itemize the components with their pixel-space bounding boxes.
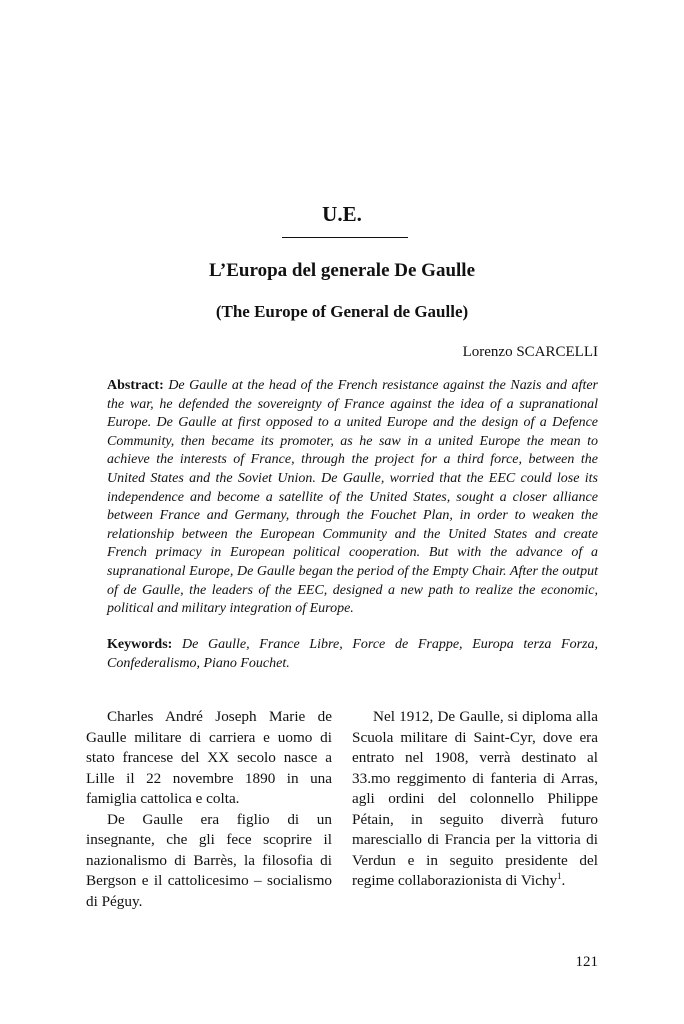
paragraph: De Gaulle era figlio di un insegnante, che gli fece scoprire il nazionalismo di Barrès, la filosofia di Bergson e il cattolicesimo – socialismo di Péguy. — [86, 810, 332, 910]
abstract-text: De Gaulle at the head of the French resistance against the Nazis and after the war, he defended the sovereignty of France against the idea of a supranational Europe. De Gaulle at first opposed to a united Europe and the design of a Defence Community, then became its promoter, as he saw in a united Europe the mean to achieve the interests of France, through the project for a third force, between the United States and the Soviet Union. De Gaulle, worried that the EEC could lose its independence and become a satellite of the United States, sought a closer alliance between France and Germany, through the Fouchet Plan, in order to weaken the relationship between the European Community and the United States and create French primacy in European political cooperation. But with the advance of a supranational Europe, De Gaulle began the period of the Empty Chair. After the output of de Gaulle, the leaders of the EEC, designed a new path to realize the economic, political and military integration of Europe. — [107, 378, 598, 617]
paragraph-end: . — [561, 872, 566, 889]
keywords-label: Keywords: — [107, 637, 173, 652]
paragraph-text: Nel 1912, De Gaulle, si diploma alla Scuola militare di Saint-Cyr, dove era entrato nel 1908, verrà destinato al 33.mo reggimento di fanteria di Arras, agli ordini del colonnello Philippe Pétain, in seguito diverrà futuro maresciallo di Francia per la vittoria di Verdun e in seguito presidente del regime collaborazionista di Vichy — [352, 708, 598, 889]
author-name: Lorenzo SCARCELLI — [462, 344, 598, 360]
article-title: L’Europa del generale De Gaulle — [209, 260, 475, 281]
abstract — [107, 377, 598, 619]
keywords — [107, 636, 598, 673]
keywords-text: De Gaulle, France Libre, Force de Frappe, Europa terza Forza, Confederalismo, Piano Fouchet. — [107, 637, 598, 671]
paragraph — [352, 707, 598, 892]
body-column-right — [352, 707, 598, 892]
footnote-reference[interactable]: 1 — [557, 871, 562, 881]
paragraph: Charles André Joseph Marie de Gaulle militare di carriera e uomo di stato francese del XX secolo nasce a Lille il 22 novembre 1890 in una famiglia cattolica e colta. — [86, 708, 332, 807]
abstract-label: Abstract: — [107, 378, 164, 393]
article-subtitle: (The Europe of General de Gaulle) — [215, 302, 469, 321]
title-divider — [282, 237, 408, 238]
body-column-left — [86, 707, 332, 912]
section-heading: U.E. — [322, 202, 362, 226]
page-number: 121 — [575, 954, 598, 970]
